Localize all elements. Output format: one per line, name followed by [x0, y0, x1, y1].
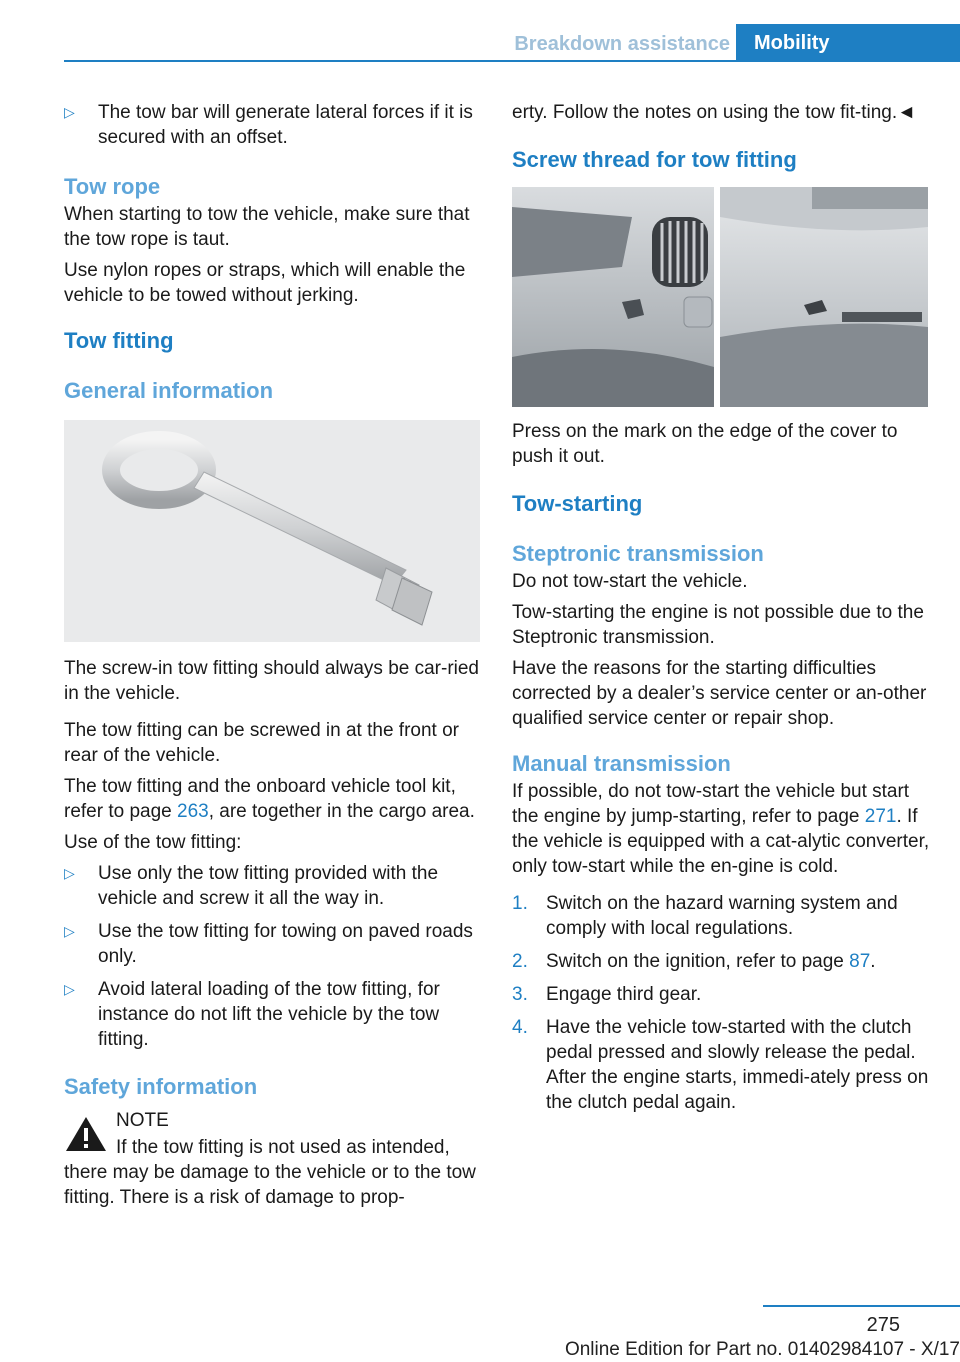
header-section-title: Breakdown assistance: [514, 33, 730, 55]
tow-fitting-heading: Tow fitting: [64, 328, 174, 353]
page-link-263[interactable]: 263: [177, 801, 209, 822]
list-item: ▷ Use only the tow fitting provided with the vehicle and screw it all the way in.: [64, 863, 439, 909]
triangle-bullet-icon: ▷: [64, 104, 75, 120]
car-bumper-photo: [512, 187, 928, 407]
paragraph: Use nylon ropes or straps, which will enable the vehicle to be towed without jerking.: [64, 260, 466, 306]
list-item: ▷ Avoid lateral loading of the tow fitting, for instance do not lift the vehicle by the tow fitting.: [64, 979, 440, 1050]
screw-thread-heading: Screw thread for tow fitting: [512, 147, 797, 172]
right-column: [512, 100, 930, 1123]
page-link-87[interactable]: 87: [849, 951, 871, 972]
left-column: [64, 100, 482, 1216]
bumper-photos: [512, 187, 928, 407]
list-item: ▷ Use the tow fitting for towing on paved roads only.: [64, 921, 473, 967]
tow-eye-icon: [64, 420, 480, 642]
paragraph: When starting to tow the vehicle, make sure that the tow rope is taut.: [64, 204, 470, 250]
note-label: NOTE: [116, 1110, 169, 1131]
list-item: 4. Have the vehicle tow-started with the clutch pedal pressed and slowly release the pedal. After the engine starts, immedi-ately press on the clutch pedal again.: [512, 1017, 929, 1113]
triangle-bullet-icon: ▷: [64, 865, 75, 881]
paragraph: erty. Follow the notes on using the tow fit-ting.◄: [512, 102, 916, 123]
paragraph: The screw-in tow fitting should always be car-ried in the vehicle.: [64, 658, 480, 704]
triangle-bullet-icon: ▷: [64, 923, 75, 939]
list-item: 2. Switch on the ignition, refer to page 87.: [512, 951, 876, 972]
edition-label: Online Edition for Part no. 01402984107 - X/17: [564, 1339, 960, 1360]
paragraph: The tow fitting can be screwed in at the front or rear of the vehicle.: [64, 720, 459, 766]
list-item: 1. Switch on the hazard warning system and comply with local regulations.: [512, 893, 898, 939]
tow-starting-heading: Tow-starting: [512, 491, 643, 516]
paragraph: Have the reasons for the starting difficulties corrected by a dealer’s service center or an-other qualified service center or repair shop.: [512, 658, 927, 729]
general-information-heading: General information: [64, 378, 274, 403]
list-item: 3. Engage third gear.: [512, 984, 702, 1005]
paragraph: Press on the mark on the edge of the cover to push it out.: [512, 421, 898, 467]
header-rule: [64, 60, 960, 62]
paragraph: Do not tow-start the vehicle.: [512, 571, 748, 592]
paragraph: Use of the tow fitting:: [64, 832, 242, 853]
note-block: [64, 1108, 482, 1133]
list-item: ▷ The tow bar will generate lateral forces if it is secured with an offset.: [64, 102, 473, 148]
manual-transmission-heading: Manual transmission: [512, 751, 731, 776]
header-chapter-tab[interactable]: Mobility: [736, 24, 960, 62]
triangle-bullet-icon: ▷: [64, 981, 75, 997]
paragraph: If possible, do not tow-start the vehicle but start the engine by jump-starting, refer to page 271. If the vehicle is equipped with a cat-alytic converter, only tow-start while the en-gine is cold.: [512, 781, 930, 877]
safety-information-heading: Safety information: [64, 1074, 258, 1099]
steptronic-heading: Steptronic transmission: [512, 541, 764, 566]
page-number: 275: [866, 1314, 900, 1336]
note-text: If the tow fitting is not used as intended, there may be damage to the vehicle or to the tow fitting. There is a risk of damage to prop-: [64, 1137, 476, 1208]
paragraph: Tow-starting the engine is not possible due to the Steptronic transmission.: [512, 602, 924, 648]
tow-fitting-illustration: [64, 420, 480, 642]
tow-rope-heading: Tow rope: [64, 174, 161, 199]
page-link-271[interactable]: 271: [864, 806, 897, 827]
paragraph: The tow fitting and the onboard vehicle tool kit, refer to page 263, are together in the cargo area.: [64, 776, 475, 822]
warning-triangle-icon: [64, 1114, 108, 1154]
footer-rule: [763, 1305, 960, 1307]
